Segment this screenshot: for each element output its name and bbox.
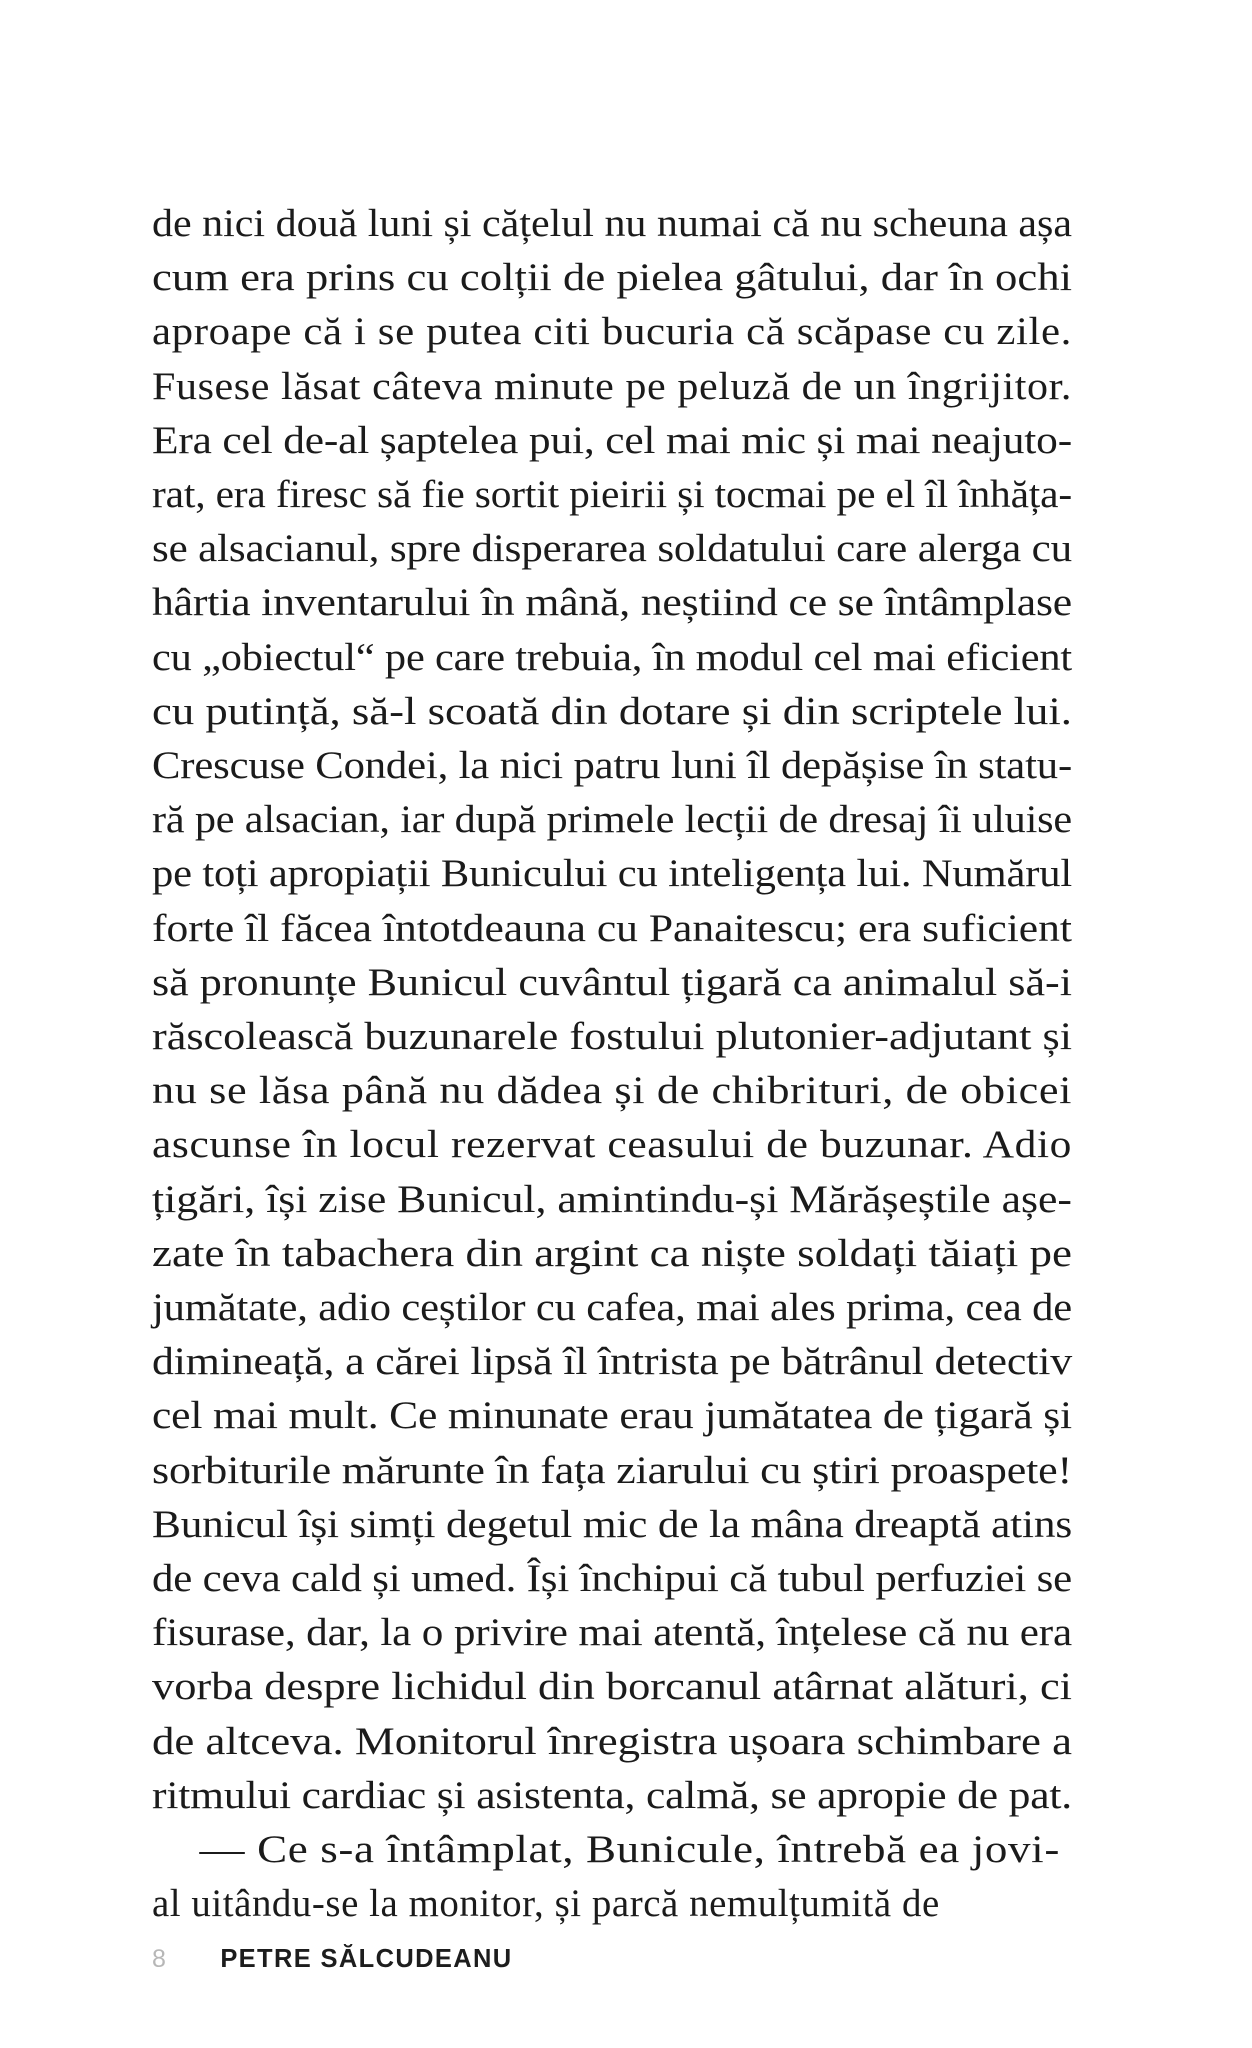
body-line — [152, 684, 1072, 738]
body-line-text: nu se lăsa până nu dădea și de chibrituri, de obicei — [152, 1068, 1072, 1113]
body-line — [152, 955, 1072, 1009]
body-line — [152, 521, 1072, 575]
body-text-block — [152, 196, 1072, 1931]
body-line-dialogue — [152, 1822, 1072, 1876]
body-line — [152, 413, 1072, 467]
body-line — [152, 575, 1072, 629]
body-line-text: de altceva. Monitorul înregistra ușoara schimbare a — [152, 1718, 1072, 1763]
body-line-text: se alsacianul, spre disperarea soldatului care alerga cu — [152, 526, 1072, 571]
body-line-text: hârtia inventarului în mână, neștiind ce se întâmplase — [152, 580, 1072, 625]
body-line — [152, 901, 1072, 955]
body-line — [152, 1714, 1072, 1768]
page-footer — [152, 1945, 1072, 1974]
body-line — [152, 1605, 1072, 1659]
body-line-text: de ceva cald și umed. Își închipui că tubul perfuziei se — [152, 1556, 1072, 1601]
body-line — [152, 359, 1072, 413]
body-line — [152, 1551, 1072, 1605]
body-line-text: cu „obiectul“ pe care trebuia, în modul cel mai eficient — [152, 634, 1072, 679]
body-line-text: rat, era firesc să fie sortit pieirii și tocmai pe el îl înhăța- — [152, 472, 1072, 517]
body-line — [152, 1876, 1072, 1930]
body-line — [152, 1117, 1072, 1171]
body-line-text: ritmului cardiac și asistenta, calmă, se apropie de pat. — [152, 1772, 1072, 1817]
body-line — [152, 630, 1072, 684]
body-line-text: vorba despre lichidul din borcanul atârnat alături, ci — [152, 1664, 1072, 1709]
body-line-text: pe toți apropiații Bunicului cu inteligența lui. Numărul — [152, 851, 1072, 896]
body-line — [152, 1280, 1072, 1334]
body-line — [152, 304, 1072, 358]
body-line-text: Crescuse Condei, la nici patru luni îl depășise în statu- — [152, 743, 1072, 788]
body-line-text: aproape că i se putea citi bucuria că scăpase cu zile. — [152, 309, 1072, 354]
body-line — [152, 1659, 1072, 1713]
body-line-text: ră pe alsacian, iar după primele lecții de dresaj îi uluise — [152, 797, 1072, 842]
running-head-author: PETRE SĂLCUDEANU — [220, 1945, 513, 1973]
body-line-text: jumătate, adio ceștilor cu cafea, mai ales prima, cea de — [152, 1285, 1072, 1330]
body-line — [152, 1497, 1072, 1551]
body-line — [152, 1443, 1072, 1497]
body-line-text: răscolească buzunarele fostului plutonier-adjutant și — [152, 1014, 1072, 1059]
body-line — [152, 1172, 1072, 1226]
body-line — [152, 792, 1072, 846]
body-line-text: țigări, își zise Bunicul, amintindu-și Mărășeștile așe- — [152, 1176, 1072, 1221]
body-line — [152, 1334, 1072, 1388]
body-line — [152, 467, 1072, 521]
body-line — [152, 738, 1072, 792]
body-line-text: să pronunțe Bunicul cuvântul țigară ca animalul să-i — [152, 959, 1072, 1004]
body-line — [152, 1063, 1072, 1117]
body-line-text: forte îl făcea întotdeauna cu Panaitescu; era suficient — [152, 905, 1072, 950]
body-line-text: dimineață, a cărei lipsă îl întrista pe bătrânul detectiv — [152, 1339, 1072, 1384]
body-line-text: de nici două luni și cățelul nu numai că nu scheuna așa — [152, 201, 1072, 245]
body-line-text: Era cel de-al șaptelea pui, cel mai mic și mai neajuto- — [152, 417, 1072, 462]
body-line-text: Fusese lăsat câteva minute pe peluză de un îngrijitor. — [152, 363, 1072, 408]
body-line-text: cu putință, să-l scoată din dotare și din scriptele lui. — [152, 688, 1072, 733]
body-line — [152, 1768, 1072, 1822]
body-line — [152, 846, 1072, 900]
body-line-text: al uitându-se la monitor, și parcă nemulțumită de — [152, 1881, 940, 1926]
page-number: 8 — [152, 1945, 167, 1973]
body-line — [152, 250, 1072, 304]
body-line-text: ascunse în locul rezervat ceasului de buzunar. Adio — [152, 1122, 1072, 1167]
body-line — [152, 1009, 1072, 1063]
body-line-text: cel mai mult. Ce minunate erau jumătatea de țigară și — [152, 1393, 1072, 1438]
body-line — [152, 1226, 1072, 1280]
body-line-text: sorbiturile mărunte în fața ziarului cu știri proaspete! — [152, 1447, 1072, 1492]
body-line-text: fisurase, dar, la o privire mai atentă, înțelese că nu era — [152, 1610, 1072, 1655]
body-line-text: Bunicul își simți degetul mic de la mâna dreaptă atins — [152, 1501, 1072, 1546]
body-line-text: — Ce s-a întâmplat, Bunicule, întrebă ea jovi- — [152, 1827, 1060, 1872]
body-line — [152, 1388, 1072, 1442]
body-line — [152, 196, 1072, 250]
body-line-text: cum era prins cu colții de pielea gâtului, dar în ochi — [152, 255, 1072, 300]
body-line-text: zate în tabachera din argint ca niște soldați tăiați pe — [152, 1230, 1072, 1275]
